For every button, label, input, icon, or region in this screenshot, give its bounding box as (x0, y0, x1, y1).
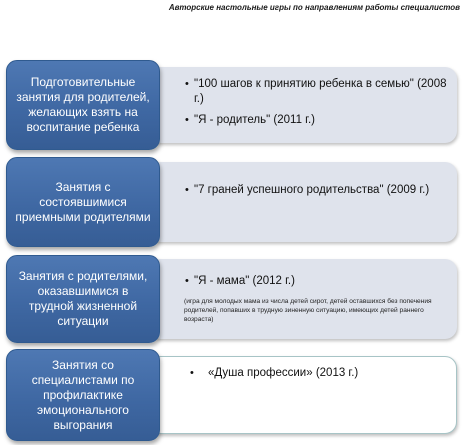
row-specialists (0, 349, 463, 441)
list-item: • "100 шагов к принятию ребенка в семью" (2008 г.) (185, 77, 449, 107)
row-prospective-parents (0, 60, 463, 150)
games-list (185, 183, 449, 198)
games-list (190, 366, 449, 381)
row-foster-parents (0, 157, 463, 247)
row-parents-in-difficulty (0, 255, 463, 343)
category-box (6, 349, 160, 441)
page-header: Авторские настольные игры по направлениям работы специалистов (168, 3, 460, 12)
category-label: Подготовительные занятия для родителей, желающих взять на воспитание ребенка (16, 75, 150, 134)
category-box (6, 157, 160, 247)
games-list (185, 274, 449, 289)
category-box (6, 60, 160, 150)
game-note: (игра для молодых мама из числа детей сирот, детей оставшихся без попечения родителей, попавших в трудную зиненную ситуацию, имеющих детей раннего возраста) (184, 298, 432, 323)
category-label: Занятия с родителями, оказавшимися в трудной жизненной ситуации (18, 269, 148, 328)
games-panel (149, 162, 457, 242)
list-item: • «Душа профессии» (2013 г.) (190, 366, 449, 381)
category-box (6, 255, 160, 343)
list-item: • "Я - родитель" (2011 г.) (185, 113, 449, 128)
category-label: Занятия с состоявшимися приемными родителями (15, 179, 151, 224)
category-label: Занятия со специалистами по профилактике эмоционального выгорания (31, 357, 135, 432)
games-list (185, 77, 449, 128)
list-item: • "7 граней успешного родительства" (2009 г.) (185, 183, 449, 198)
list-item: • "Я - мама" (2012 г.) (185, 274, 449, 289)
